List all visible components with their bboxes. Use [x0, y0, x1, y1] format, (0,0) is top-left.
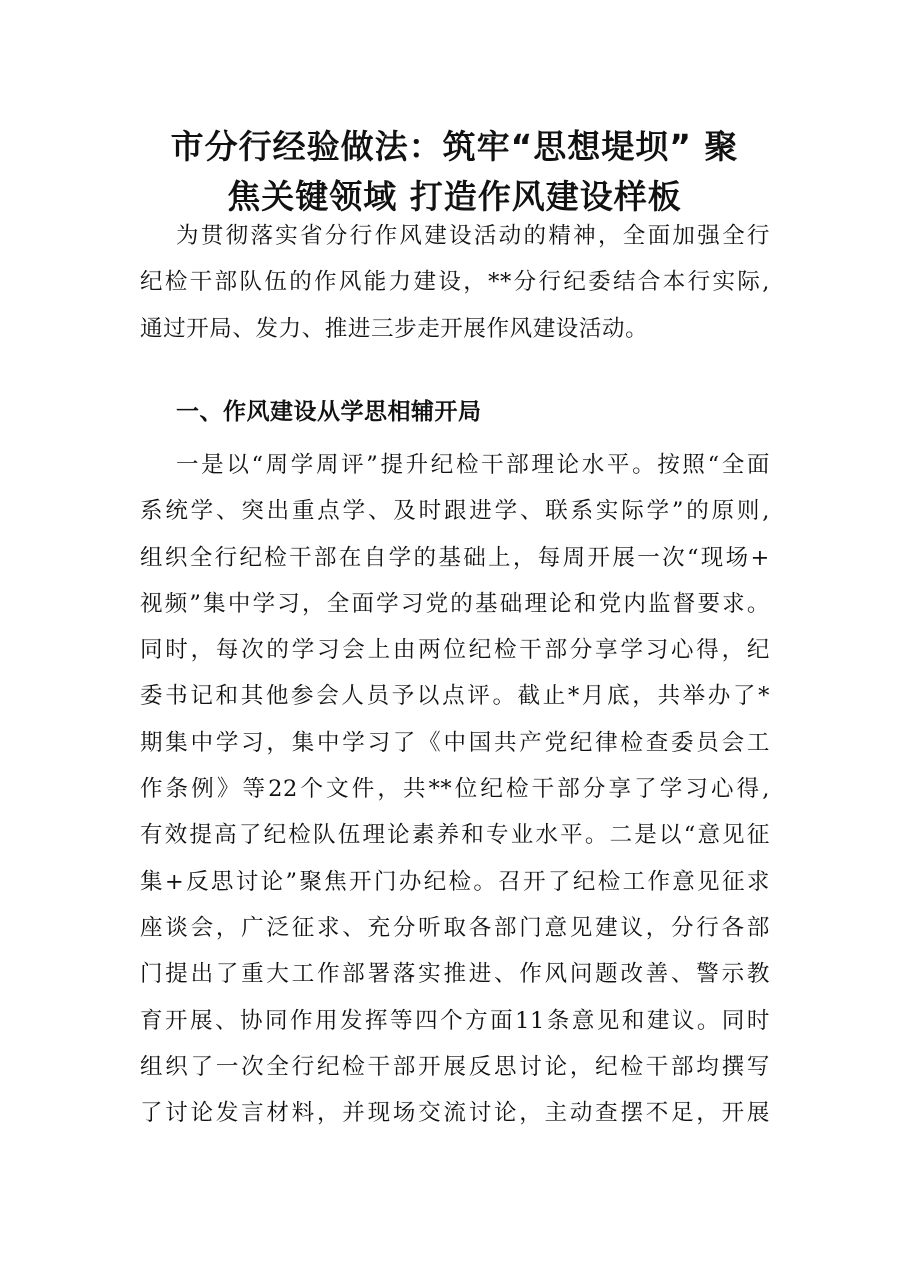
paragraph-line: 作条例》等22个文件，共**位纪检干部分享了学习心得, — [140, 776, 770, 803]
paragraph-line: 座谈会，广泛征求、充分听取各部门意见建议，分行各部 — [140, 914, 770, 941]
title-line-2: 焦关键领域 打造作风建设样板 — [227, 177, 682, 216]
paragraph-intro — [140, 213, 770, 352]
paragraph-line: 为贯彻落实省分行作风建设活动的精神，全面加强全行 — [176, 223, 770, 249]
paragraph-line: 委书记和其他参会人员予以点评。截止*月底，共举办了* — [140, 683, 770, 710]
paragraph-line: 组织全行纪检干部在自学的基础上，每周开展一次“现场+ — [140, 544, 770, 571]
paragraph-line: 视频”集中学习，全面学习党的基础理论和党内监督要求。 — [140, 590, 770, 617]
paragraph-line: 纪检干部队伍的作风能力建设，**分行纪委结合本行实际, — [140, 269, 770, 296]
paragraph-line: 育开展、协同作用发挥等四个方面11条意见和建议。同时 — [140, 1007, 770, 1034]
paragraph-body — [140, 442, 770, 1136]
paragraph-line: 门提出了重大工作部署落实推进、作风问题改善、警示教 — [140, 961, 770, 988]
paragraph-line: 有效提高了纪检队伍理论素养和专业水平。二是以“意见征 — [140, 822, 770, 849]
section-heading: 一、作风建设从学思相辅开局 — [176, 399, 482, 425]
paragraph-line: 同时，每次的学习会上由两位纪检干部分享学习心得，纪 — [140, 637, 770, 664]
paragraph-line: 通过开局、发力、推进三步走开展作风建设活动。 — [140, 315, 649, 342]
paragraph-line: 集+反思讨论”聚焦开门办纪检。召开了纪检工作意见征求 — [140, 868, 770, 895]
paragraph-line: 期集中学习，集中学习了《中国共产党纪律检查委员会工 — [140, 729, 770, 756]
paragraph-line: 了讨论发言材料，并现场交流讨论，主动查摆不足，开展 — [140, 1100, 770, 1127]
document-title — [120, 122, 789, 222]
title-line-1: 市分行经验做法：筑牢“思想堤坝” 聚 — [170, 127, 739, 166]
paragraph-line: 一是以“周学周评”提升纪检干部理论水平。按照“全面 — [176, 452, 770, 478]
paragraph-line: 组织了一次全行纪检干部开展反思讨论，纪检干部均撰写 — [140, 1053, 770, 1080]
paragraph-line: 系统学、突出重点学、及时跟进学、联系实际学”的原则, — [140, 498, 770, 525]
